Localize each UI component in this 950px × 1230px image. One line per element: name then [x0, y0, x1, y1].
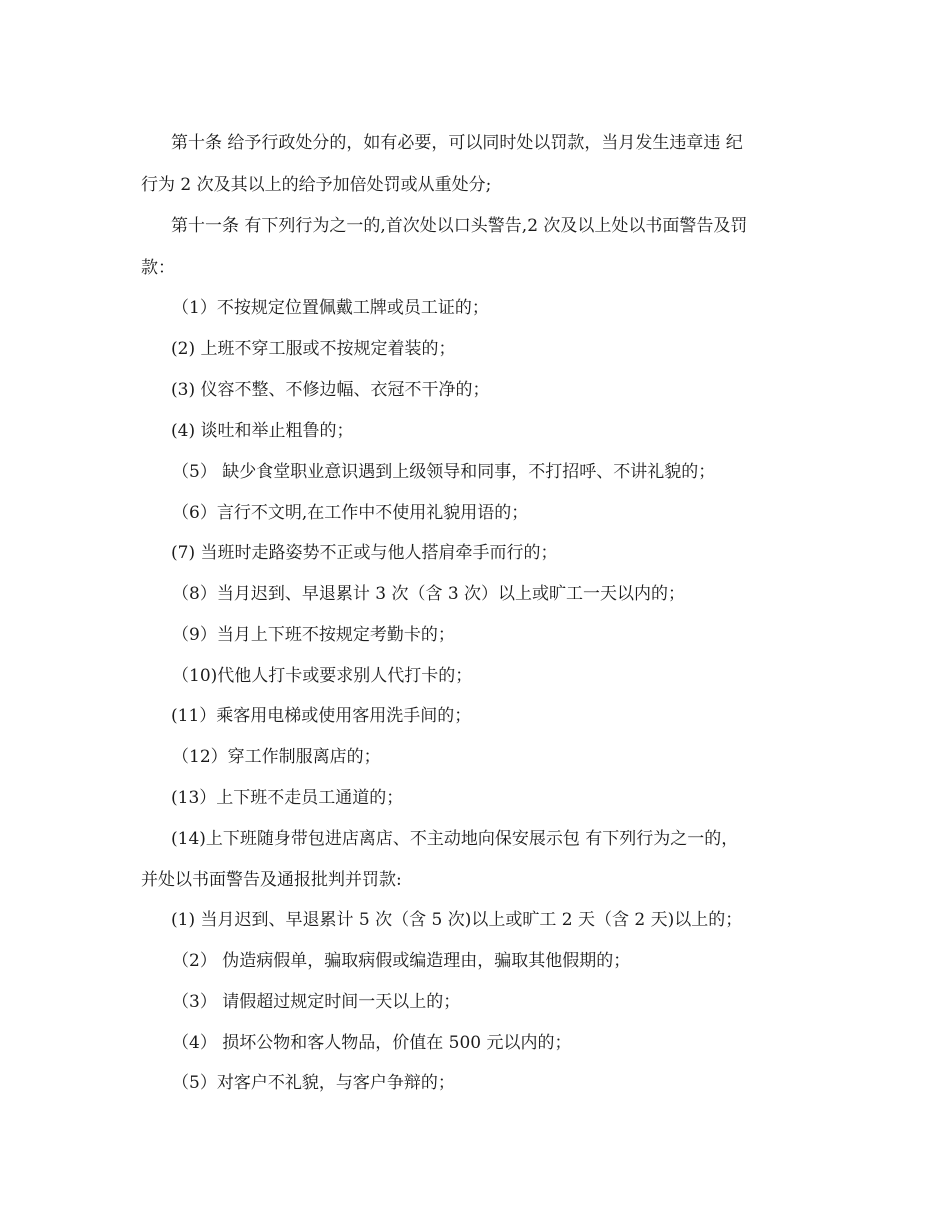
notice-item-5: （5）对客户不礼貌，与客户争辩的； [172, 1073, 455, 1093]
notice-item-2: （2） 伪造病假单，骗取病假或编造理由，骗取其他假期的； [172, 951, 631, 971]
warning-item-12: （12）穿工作制服离店的； [172, 747, 381, 767]
warning-item-8: （8）当月迟到、早退累计 3 次（含 3 次）以上或旷工一天以内的； [172, 584, 686, 604]
warning-item-10: （10)代他人打卡或要求别人代打卡的； [172, 666, 473, 686]
warning-item-5: （5） 缺少食堂职业意识遇到上级领导和同事，不打招呼、不讲礼貌的； [172, 462, 716, 482]
notice-item-1: (1) 当月迟到、早退累计 5 次（含 5 次)以上或旷工 2 天（含 2 天)以上的； [171, 910, 743, 930]
warning-item-2: (2) 上班不穿工服或不按规定着装的； [171, 339, 456, 359]
warning-item-6: （6）言行不文明,在工作中不使用礼貌用语的； [172, 503, 529, 523]
article-11-line-2: 款： [141, 258, 175, 278]
article-10-line-2: 行为 2 次及其以上的给予加倍处罚或从重处分; [141, 175, 492, 195]
notice-item-3: （3） 请假超过规定时间一天以上的； [172, 992, 461, 1012]
warning-item-14-line-2: 并处以书面警告及通报批判并罚款: [141, 870, 402, 890]
warning-item-3: (3) 仪容不整、不修边幅、衣冠不干净的； [171, 380, 490, 400]
article-10-line-1: 第十条 给予行政处分的，如有必要，可以同时处以罚款，当月发生违章违 纪 [171, 133, 743, 153]
warning-item-7: (7) 当班时走路姿势不正或与他人搭肩牵手而行的； [171, 543, 558, 563]
warning-item-11: (11）乘客用电梯或使用客用洗手间的； [171, 706, 472, 726]
warning-item-14-line-1: (14)上下班随身带包进店离店、不主动地向保安展示包 有下列行为之一的， [171, 829, 739, 849]
warning-item-13: (13）上下班不走员工通道的； [171, 788, 404, 808]
notice-item-4: （4） 损坏公物和客人物品，价值在 500 元以内的； [172, 1033, 572, 1053]
warning-item-9: （9）当月上下班不按规定考勤卡的； [172, 625, 455, 645]
warning-item-4: (4) 谈吐和举止粗鲁的； [171, 421, 354, 441]
warning-item-1: （1）不按规定位置佩戴工牌或员工证的； [172, 298, 489, 318]
article-11-line-1: 第十一条 有下列行为之一的,首次处以口头警告,2 次及以上处以书面警告及罚 [171, 216, 748, 236]
